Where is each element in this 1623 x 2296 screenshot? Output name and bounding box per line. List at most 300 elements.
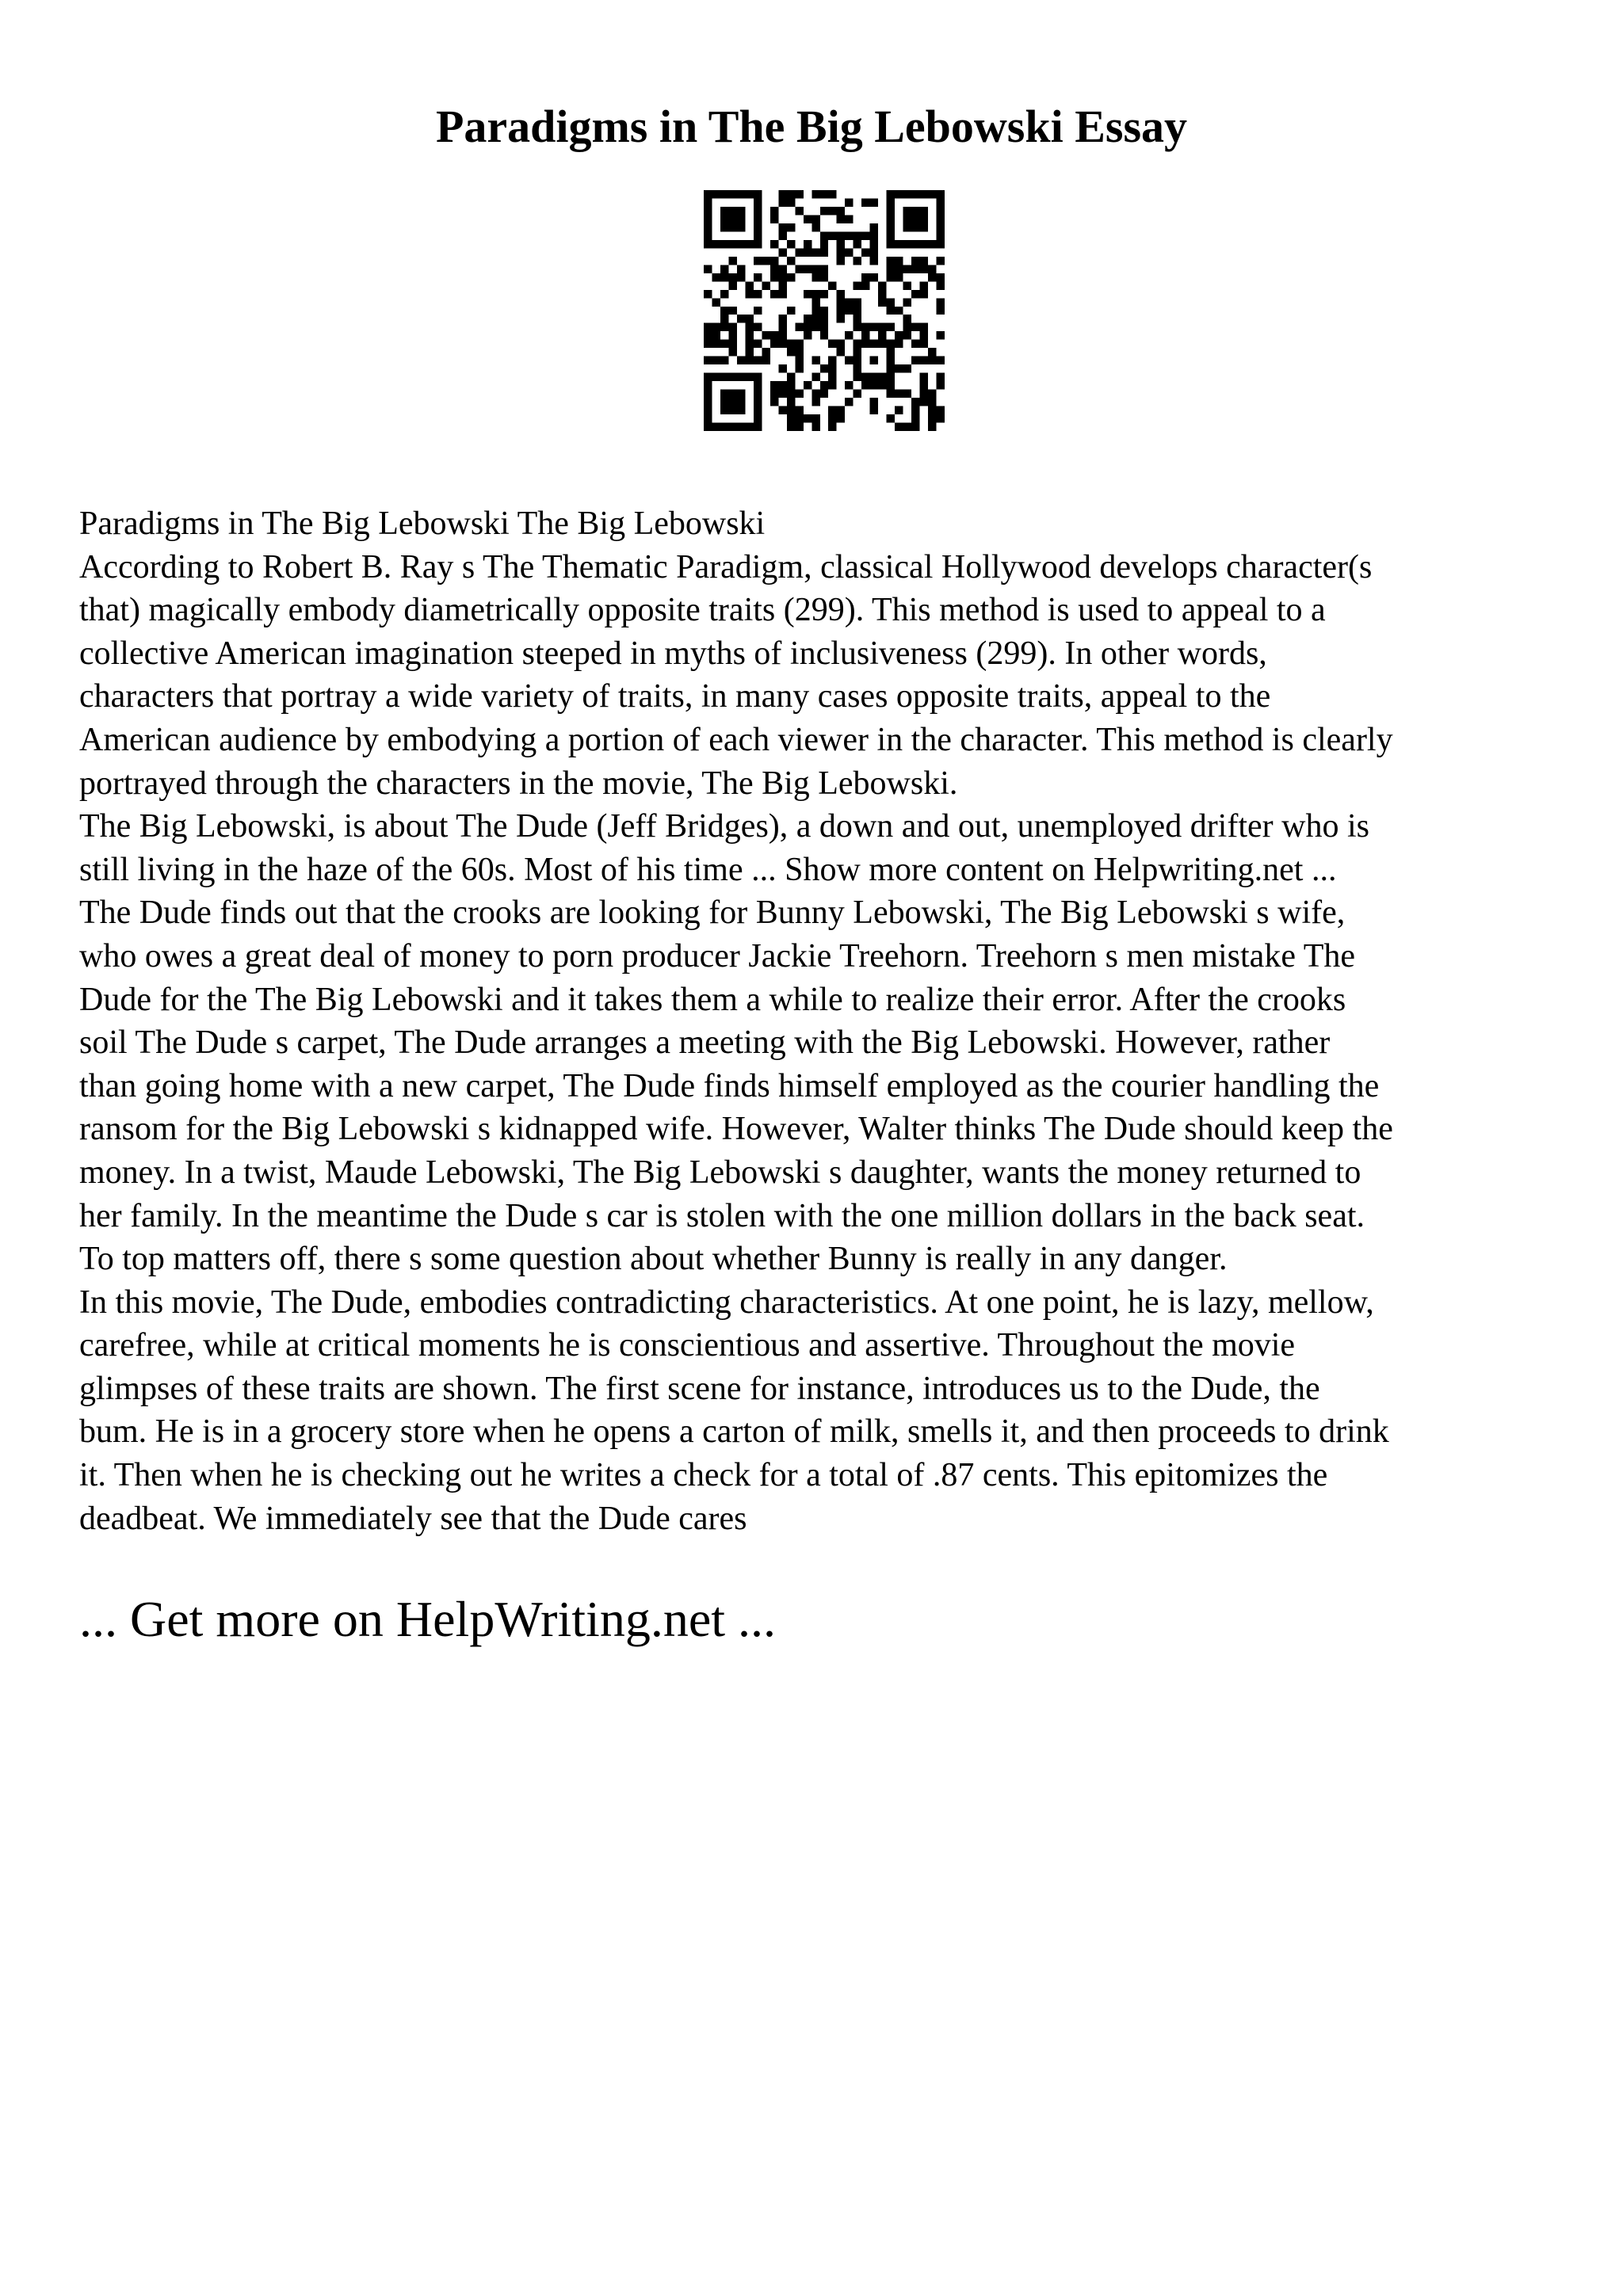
qr-module [937,215,945,223]
qr-module [837,307,845,315]
qr-module [920,215,928,223]
qr-module [887,190,895,198]
qr-module [770,340,778,348]
qr-module [704,290,712,298]
qr-module [737,390,745,398]
qr-module [778,290,786,298]
qr-module [728,273,736,281]
qr-module [737,315,745,322]
qr-module [712,190,720,198]
qr-module [861,198,869,206]
qr-module [812,298,819,306]
qr-module [712,323,720,331]
qr-module [854,257,861,265]
qr-module [887,307,895,315]
qr-module [895,307,903,315]
qr-module [728,423,736,431]
qr-module [754,340,762,348]
qr-module [861,248,869,256]
qr-module [754,398,762,406]
qr-module [720,373,728,381]
qr-module [745,348,753,356]
qr-module [861,273,869,281]
qr-module [745,240,753,248]
qr-module [920,240,928,248]
qr-module [728,281,736,289]
essay-body [79,502,1553,1540]
qr-module [820,248,828,256]
qr-module [820,240,828,248]
qr-module [754,190,762,198]
qr-module [837,240,845,248]
qr-module [712,423,720,431]
qr-module [728,257,736,265]
qr-module [778,390,786,398]
qr-module [812,357,819,364]
qr-module [770,398,778,406]
qr-module [911,190,919,198]
qr-module [795,423,803,431]
qr-module [754,231,762,239]
qr-module [720,215,728,223]
qr-module [745,315,753,322]
qr-module [895,423,903,431]
qr-module [812,398,819,406]
qr-module [845,331,853,339]
qr-module [804,414,812,422]
qr-module [920,207,928,215]
qr-module [928,398,936,406]
qr-module [770,290,778,298]
qr-module [911,265,919,273]
qr-module [812,315,819,322]
qr-module [787,307,795,315]
qr-module [795,207,803,215]
qr-module [787,414,795,422]
qr-module [712,340,720,348]
qr-module [754,381,762,389]
qr-module [820,231,828,239]
qr-module [887,231,895,239]
qr-module [937,257,945,265]
qr-module [828,381,836,389]
qr-module [787,273,795,281]
qr-module [804,265,812,273]
qr-module [911,207,919,215]
qr-module [937,357,945,364]
qr-module [712,240,720,248]
qr-module [845,307,853,315]
qr-module [778,248,786,256]
qr-module [920,223,928,231]
qr-module [720,315,728,322]
qr-module [854,281,861,289]
qr-module [887,364,895,372]
qr-module [795,323,803,331]
qr-module [745,373,753,381]
qr-module [787,381,795,389]
qr-module [861,231,869,239]
qr-module [737,223,745,231]
qr-module [820,307,828,315]
qr-module [704,265,712,273]
qr-module [854,231,861,239]
qr-module [720,290,728,298]
qr-module [845,231,853,239]
qr-module [737,398,745,406]
qr-module [720,323,728,331]
qr-module [754,240,762,248]
qr-module [812,423,819,431]
qr-module [770,265,778,273]
qr-module [870,273,878,281]
qr-module [837,207,845,215]
qr-module [712,357,720,364]
qr-module [737,357,745,364]
qr-module [903,190,911,198]
qr-module [928,357,936,364]
qr-module [854,315,861,322]
qr-module [778,265,786,273]
qr-module [770,390,778,398]
qr-module [804,381,812,389]
qr-module [745,340,753,348]
qr-module [837,231,845,239]
qr-module [787,373,795,381]
qr-module [937,414,945,422]
qr-module [928,190,936,198]
qr-module [728,398,736,406]
qr-module [737,190,745,198]
qr-module [754,390,762,398]
qr-module [895,364,903,372]
qr-module [937,273,945,281]
qr-module [828,340,836,348]
qr-module [870,357,878,364]
qr-module [712,298,720,306]
qr-module [778,381,786,389]
qr-module [820,331,828,339]
qr-module [878,373,886,381]
qr-module [870,381,878,389]
qr-module [754,357,762,364]
qr-module [911,323,919,331]
qr-module [920,190,928,198]
qr-module [728,240,736,248]
qr-module [728,207,736,215]
qr-module [920,340,928,348]
qr-module [704,340,712,348]
qr-module [837,348,845,356]
qr-module [920,398,928,406]
qr-module [903,240,911,248]
qr-module [920,381,928,389]
qr-module [795,414,803,422]
qr-module [878,331,886,339]
qr-module [787,240,795,248]
qr-module [804,323,812,331]
qr-module [828,357,836,364]
qr-module [745,281,753,289]
qr-module [911,414,919,422]
qr-module [812,373,819,381]
qr-module [778,190,786,198]
qr-module [854,323,861,331]
qr-module [704,207,712,215]
qr-module [903,265,911,273]
qr-module [887,215,895,223]
qr-module [762,331,769,339]
qr-module [720,207,728,215]
qr-module [870,223,878,231]
qr-module [878,323,886,331]
qr-module [928,265,936,273]
qr-module [861,340,869,348]
qr-module [920,373,928,381]
qr-module [795,190,803,198]
qr-module [903,223,911,231]
qr-module [737,265,745,273]
essay-paragraph: In this movie, The Dude, embodies contradicting characteristics. At one point, he is lazy, mellow, carefree, while at critical moments he is conscientious and assertive. Throughout the movie glimpses of these traits are shown. The first scene for instance, introduces us to the Dude, the bum. He is in a grocery store when he opens a carton of milk, smells it, and then proceeds to drink it. Then when he is checking out he writes a check for a total of .87 cents. This epitomizes the deadbeat. We immediately see that the Dude cares [79,1283,1389,1537]
qr-module [920,331,928,339]
qr-module [728,307,736,315]
qr-module [720,423,728,431]
qr-module [845,198,853,206]
essay-heading-line: Paradigms in The Big Lebowski The Big Lebowski [79,505,766,542]
qr-module [861,373,869,381]
qr-module [728,190,736,198]
qr-module [754,406,762,414]
qr-module [704,240,712,248]
qr-module [928,406,936,414]
qr-module [720,265,728,273]
qr-module [712,331,720,339]
qr-module [754,273,762,281]
qr-module [795,406,803,414]
qr-module [754,207,762,215]
qr-module [895,406,903,414]
qr-module [712,273,720,281]
qr-module [837,290,845,298]
qr-module [795,265,803,273]
qr-module [737,215,745,223]
qr-module [878,340,886,348]
qr-module [878,281,886,289]
qr-module [937,406,945,414]
qr-module [754,307,762,315]
qr-module [704,398,712,406]
qr-module [911,423,919,431]
qr-module [887,323,895,331]
qr-module [911,357,919,364]
qr-module [770,257,778,265]
qr-module [887,390,895,398]
qr-module [762,257,769,265]
qr-module [895,340,903,348]
qr-module [795,348,803,356]
qr-module [762,357,769,364]
qr-module [778,331,786,339]
qr-module [903,323,911,331]
qr-module [854,373,861,381]
qr-module [728,340,736,348]
qr-module [870,231,878,239]
qr-module [812,190,819,198]
qr-module [870,340,878,348]
qr-module [861,331,869,339]
qr-code-icon [704,190,945,431]
qr-module [812,307,819,315]
qr-module [812,390,819,398]
qr-module [770,273,778,281]
qr-module [937,298,945,306]
qr-module [920,390,928,398]
qr-module [928,240,936,248]
qr-module [854,307,861,315]
qr-module [895,331,903,339]
qr-module [778,273,786,281]
qr-module [903,331,911,339]
qr-module [812,273,819,281]
qr-module [928,273,936,281]
qr-module [787,406,795,414]
qr-module [887,357,895,364]
qr-module [861,323,869,331]
qr-module [870,248,878,256]
qr-module [704,381,712,389]
qr-module [854,364,861,372]
qr-module [937,331,945,339]
qr-module [728,348,736,356]
qr-module [770,331,778,339]
qr-module [720,273,728,281]
qr-module [762,281,769,289]
qr-module [895,265,903,273]
qr-module [787,257,795,265]
qr-module [704,414,712,422]
qr-module [887,348,895,356]
qr-module [937,198,945,206]
qr-module [837,315,845,322]
qr-module [778,315,786,322]
qr-module [728,331,736,339]
qr-module [911,290,919,298]
qr-module [820,390,828,398]
qr-module [920,281,928,289]
qr-module [754,215,762,223]
qr-module [812,290,819,298]
qr-module [795,364,803,372]
qr-module [887,298,895,306]
qr-module [887,381,895,389]
qr-module [778,364,786,372]
qr-module [704,323,712,331]
qr-module [903,390,911,398]
qr-module [745,290,753,298]
qr-module [878,290,886,298]
qr-module [895,390,903,398]
qr-module [870,373,878,381]
qr-module [704,198,712,206]
qr-module [828,364,836,372]
qr-module [720,357,728,364]
qr-module [887,240,895,248]
qr-module [870,257,878,265]
qr-module [845,215,853,223]
essay-paragraph: According to Robert B. Ray s The Thematic Paradigm, classical Hollywood develops character(s that) magically embody diametrically opposite traits (299). This method is used to appeal to a collective American imagination steeped in myths of inclusiveness (299). In other words, characters that portray a wide variety of traits, in many cases opposite traits, appeal to the American audience by embodying a portion of each viewer in the character. This method is clearly portrayed through the characters in the movie, The Big Lebowski. [79,548,1393,802]
qr-module [720,307,728,315]
page-title: Paradigms in The Big Lebowski Essay [435,101,1188,152]
qr-module [828,373,836,381]
qr-module [820,381,828,389]
qr-module [787,398,795,406]
qr-module [870,240,878,248]
qr-module [870,398,878,406]
qr-module [820,323,828,331]
qr-module [804,290,812,298]
qr-module [770,207,778,215]
qr-module [787,348,795,356]
qr-module [870,198,878,206]
qr-module [728,390,736,398]
qr-module [920,290,928,298]
qr-module [937,223,945,231]
qr-module [887,198,895,206]
qr-module [854,390,861,398]
qr-module [845,398,853,406]
qr-module [745,423,753,431]
qr-module [770,240,778,248]
qr-module [937,381,945,389]
qr-module [762,348,769,356]
qr-module [828,423,836,431]
qr-module [754,198,762,206]
qr-module [787,390,795,398]
qr-module [778,406,786,414]
qr-module [812,323,819,331]
qr-module [737,373,745,381]
qr-module [728,215,736,223]
qr-module [754,323,762,331]
qr-module [887,257,895,265]
qr-module [778,323,786,331]
qr-module [704,231,712,239]
qr-module [820,364,828,372]
qr-module [937,240,945,248]
qr-module [895,257,903,265]
qr-module [704,357,712,364]
qr-module [737,273,745,281]
qr-module [854,348,861,356]
qr-module [887,273,895,281]
qr-module [745,323,753,331]
get-more-link[interactable]: ... Get more on HelpWriting.net ... [79,1591,776,1647]
qr-module [911,257,919,265]
qr-module [887,207,895,215]
qr-module [895,273,903,281]
qr-module [878,298,886,306]
qr-module [795,248,803,256]
qr-module [787,423,795,431]
qr-module [745,331,753,339]
qr-module [903,207,911,215]
qr-module [920,323,928,331]
qr-module [704,223,712,231]
qr-module [728,323,736,331]
qr-module [903,281,911,289]
qr-module [887,414,895,422]
qr-module [720,340,728,348]
